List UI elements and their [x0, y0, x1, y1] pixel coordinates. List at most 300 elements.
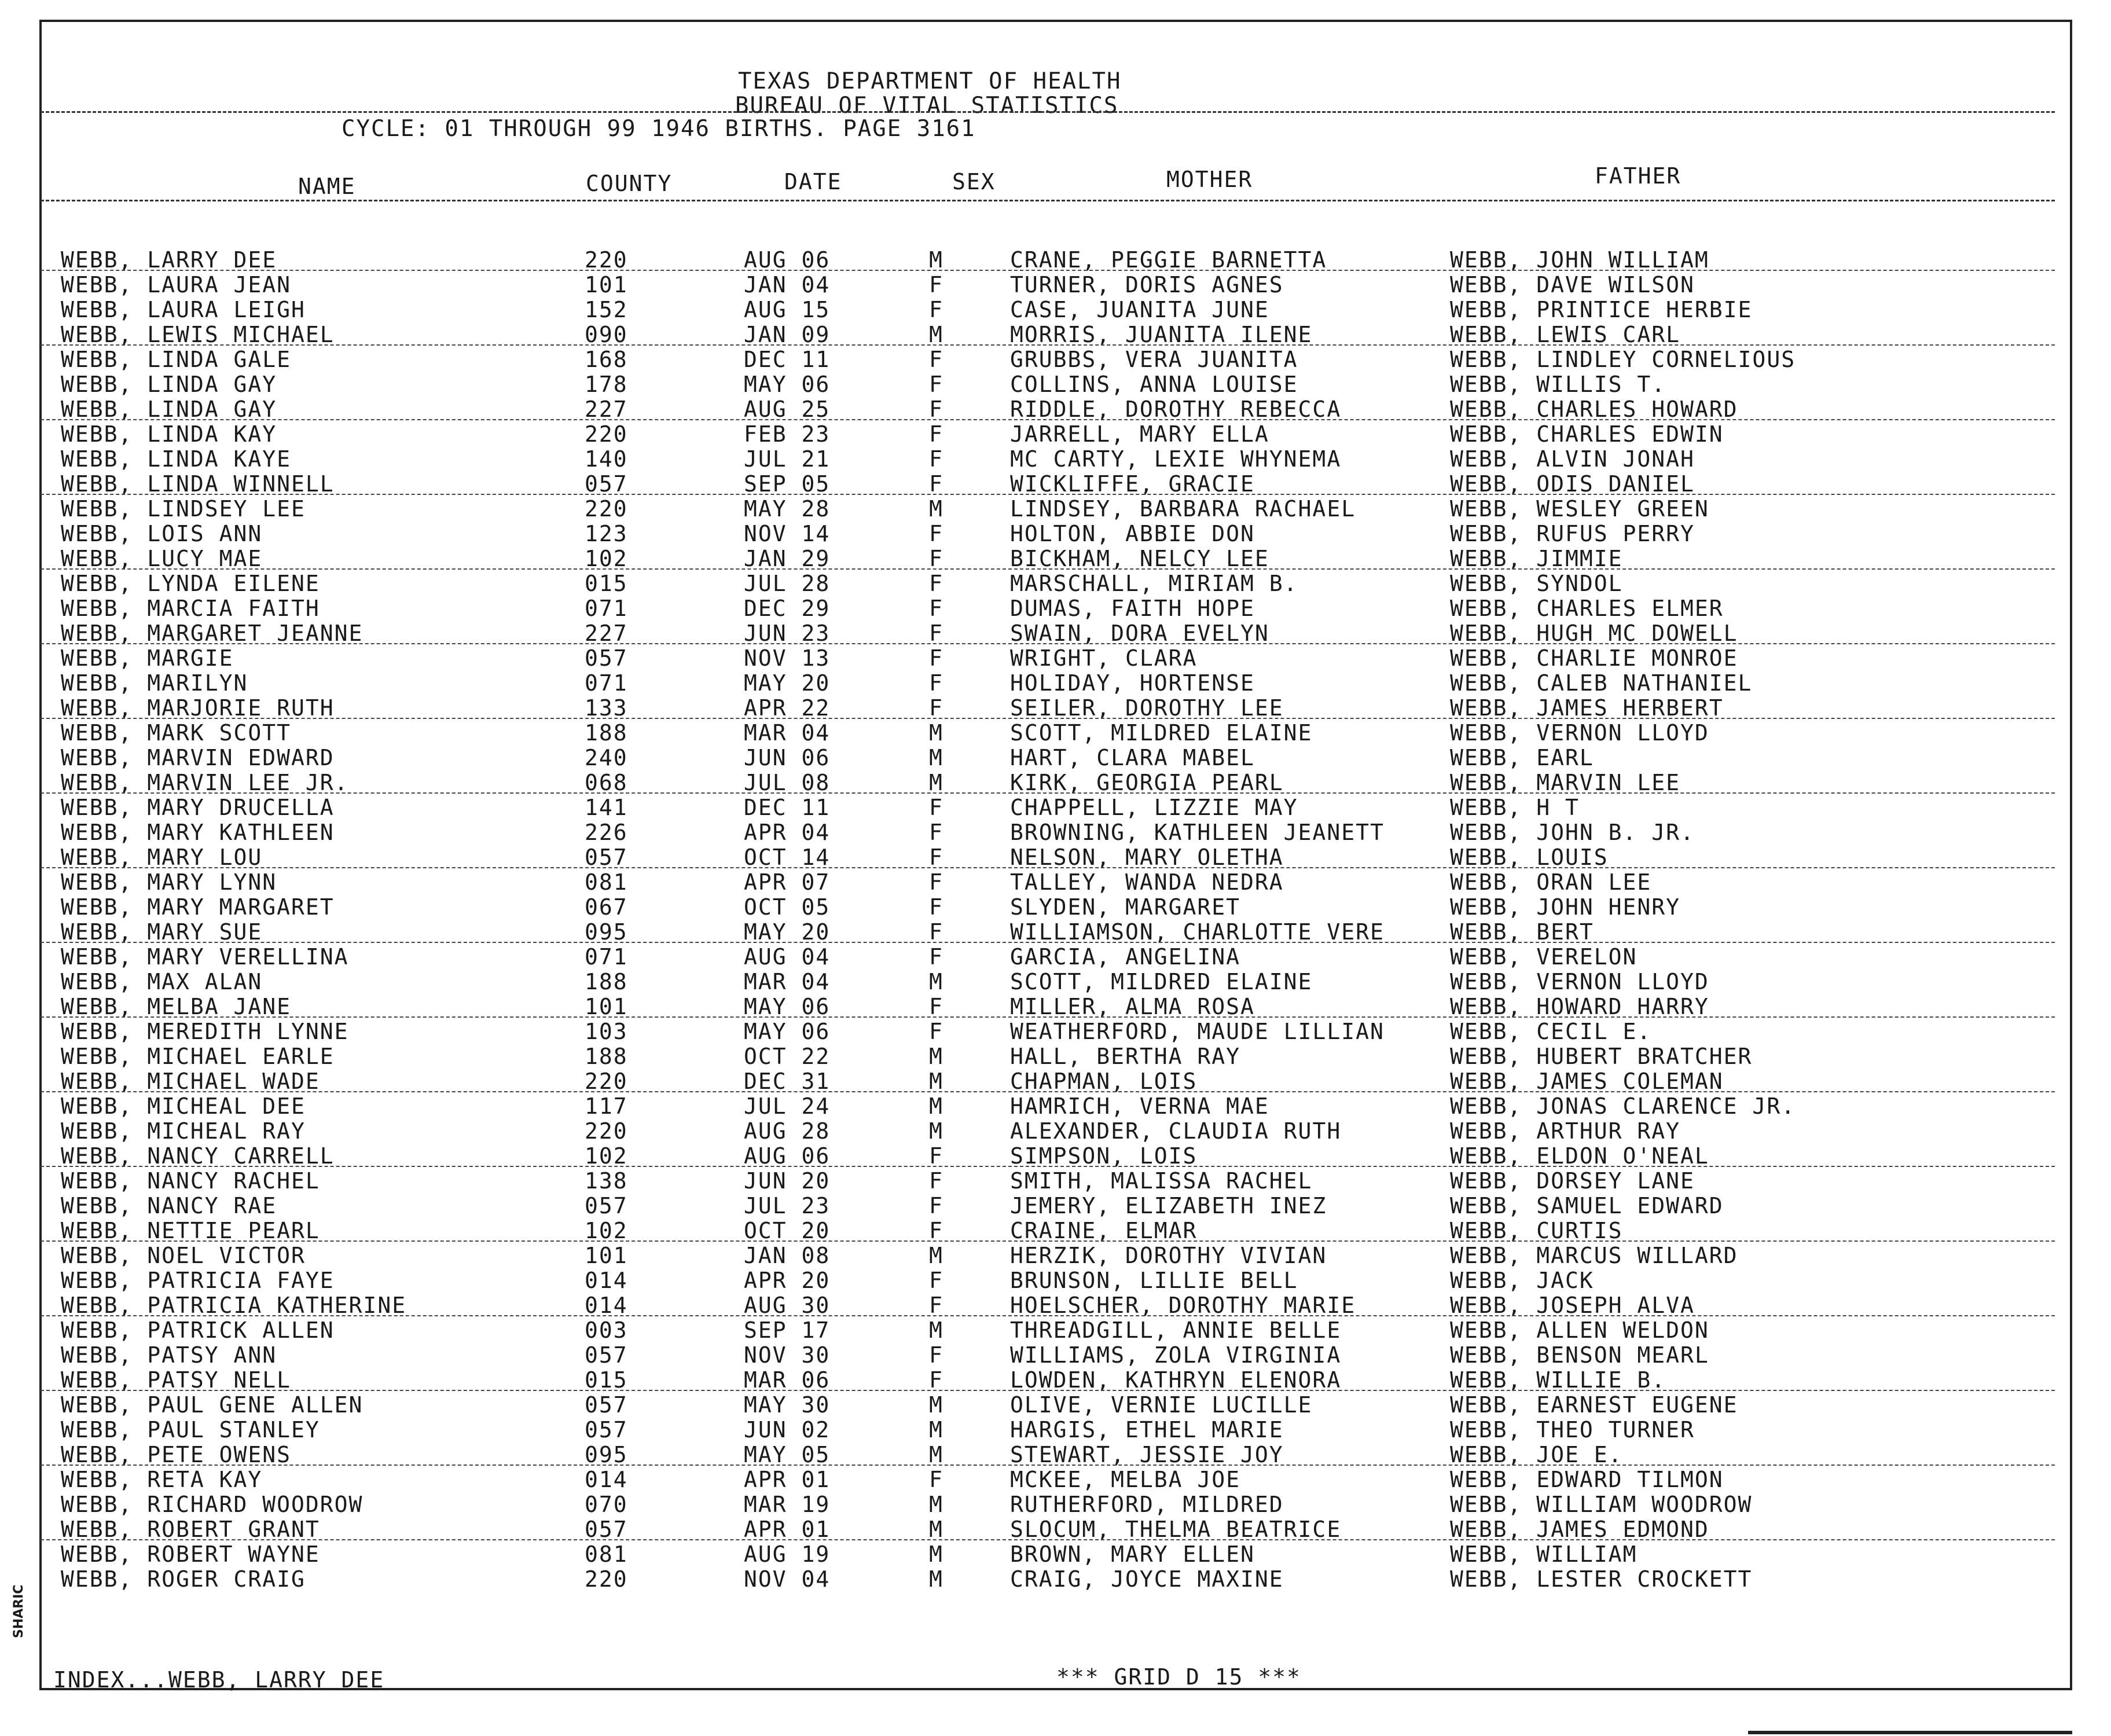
cell-mother: SLOCUM, THELMA BEATRICE: [1010, 1517, 1342, 1542]
cell-sex: M: [929, 720, 943, 746]
cell-county: 117: [585, 1093, 628, 1119]
cell-mother: SMITH, MALISSA RACHEL: [1010, 1168, 1313, 1194]
cell-sex: F: [929, 869, 943, 895]
cell-sex: F: [929, 1467, 943, 1492]
table-row: [0, 248, 2026, 273]
table-row: [0, 621, 2026, 646]
cell-sex: F: [929, 596, 943, 621]
form-rule: [41, 867, 2055, 868]
cell-county: 015: [585, 1367, 628, 1393]
table-row: [0, 372, 2026, 397]
table-row: [0, 1044, 2026, 1069]
cell-sex: M: [929, 1566, 943, 1592]
cell-name: WEBB, PETE OWENS: [61, 1442, 292, 1467]
cell-father: WEBB, WILLIE B.: [1450, 1367, 1666, 1393]
cell-father: WEBB, HUBERT BRATCHER: [1450, 1044, 1753, 1069]
form-rule: [41, 1315, 2055, 1316]
cell-name: WEBB, ROBERT GRANT: [61, 1517, 320, 1542]
cycle-line: CYCLE: 01 THROUGH 99 1946 BIRTHS. PAGE 3161: [342, 116, 976, 142]
cell-name: WEBB, ROBERT WAYNE: [61, 1542, 320, 1567]
cell-date: OCT 14: [744, 845, 831, 870]
cell-sex: F: [929, 1218, 943, 1243]
form-rule: [41, 1390, 2055, 1391]
cell-mother: BRUNSON, LILLIE BELL: [1010, 1268, 1298, 1293]
table-row: [0, 1368, 2026, 1393]
cell-date: APR 22: [744, 695, 831, 721]
cell-father: WEBB, CHARLIE MONROE: [1450, 645, 1738, 671]
cell-sex: M: [929, 1069, 943, 1094]
table-row: [0, 845, 2026, 870]
cell-county: 095: [585, 1442, 628, 1467]
column-header-divider: [41, 200, 2055, 201]
cell-county: 071: [585, 944, 628, 970]
cell-mother: CRAIG, JOYCE MAXINE: [1010, 1566, 1284, 1592]
cell-mother: MARSCHALL, MIRIAM B.: [1010, 571, 1298, 596]
cell-father: WEBB, WILLIAM: [1450, 1542, 1638, 1567]
cell-county: 003: [585, 1317, 628, 1343]
form-rule: [41, 344, 2055, 346]
cell-name: WEBB, MARVIN LEE JR.: [61, 770, 349, 795]
table-row: [0, 746, 2026, 770]
form-rule: [41, 643, 2055, 644]
table-row: [0, 945, 2026, 970]
cell-county: 220: [585, 1069, 628, 1094]
cell-date: MAY 30: [744, 1392, 831, 1418]
cell-date: MAY 28: [744, 496, 831, 522]
cell-county: 227: [585, 621, 628, 646]
cell-father: WEBB, LESTER CROCKETT: [1450, 1566, 1753, 1592]
cell-sex: F: [929, 1193, 943, 1218]
cell-sex: F: [929, 397, 943, 422]
cell-father: WEBB, JOE E.: [1450, 1442, 1623, 1467]
table-row: [0, 1542, 2026, 1567]
page-title: TEXAS DEPARTMENT OF HEALTH: [738, 68, 1122, 94]
cell-mother: WEATHERFORD, MAUDE LILLIAN: [1010, 1019, 1385, 1044]
cell-father: WEBB, VERELON: [1450, 944, 1638, 970]
cell-county: 057: [585, 471, 628, 497]
cell-county: 102: [585, 1143, 628, 1169]
cell-father: WEBB, DAVE WILSON: [1450, 272, 1695, 298]
cell-father: WEBB, MARVIN LEE: [1450, 770, 1681, 795]
cell-name: WEBB, LINDA KAY: [61, 421, 277, 447]
column-header-name: NAME: [298, 174, 356, 199]
cell-sex: M: [929, 496, 943, 522]
cell-father: WEBB, VERNON LLOYD: [1450, 720, 1709, 746]
cell-father: WEBB, JAMES HERBERT: [1450, 695, 1724, 721]
cell-date: NOV 13: [744, 645, 831, 671]
cell-county: 057: [585, 1342, 628, 1368]
table-row: [0, 273, 2026, 298]
table-row: [0, 770, 2026, 795]
cell-date: JUN 20: [744, 1168, 831, 1194]
form-rule: [41, 1539, 2055, 1540]
cell-county: 067: [585, 894, 628, 920]
cell-mother: JARRELL, MARY ELLA: [1010, 421, 1269, 447]
cell-county: 071: [585, 670, 628, 696]
cell-father: WEBB, CHARLES EDWIN: [1450, 421, 1724, 447]
form-rule: [41, 718, 2055, 719]
cell-name: WEBB, MARY LOU: [61, 845, 263, 870]
cell-mother: SEILER, DOROTHY LEE: [1010, 695, 1284, 721]
cell-date: AUG 06: [744, 247, 831, 273]
cell-county: 057: [585, 1517, 628, 1542]
form-rule: [41, 419, 2055, 420]
cell-name: WEBB, LINDA WINNELL: [61, 471, 335, 497]
cell-county: 220: [585, 421, 628, 447]
table-row: [0, 795, 2026, 820]
table-row: [0, 1418, 2026, 1443]
table-row: [0, 920, 2026, 945]
cell-mother: MORRIS, JUANITA ILENE: [1010, 322, 1313, 347]
cell-county: 014: [585, 1293, 628, 1318]
form-rule: [41, 792, 2055, 794]
cell-date: NOV 30: [744, 1342, 831, 1368]
cell-mother: HALL, BERTHA RAY: [1010, 1044, 1241, 1069]
cell-county: 068: [585, 770, 628, 795]
cell-father: WEBB, LEWIS CARL: [1450, 322, 1681, 347]
cell-county: 220: [585, 1118, 628, 1144]
table-row: [0, 1567, 2026, 1592]
table-row: [0, 1218, 2026, 1243]
cell-name: WEBB, PATSY NELL: [61, 1367, 292, 1393]
cell-date: JUL 24: [744, 1093, 831, 1119]
cell-mother: CHAPMAN, LOIS: [1010, 1069, 1198, 1094]
cell-date: DEC 31: [744, 1069, 831, 1094]
cell-sex: F: [929, 795, 943, 820]
cell-date: SEP 05: [744, 471, 831, 497]
cell-mother: TALLEY, WANDA NEDRA: [1010, 869, 1284, 895]
column-header-sex: SEX: [952, 169, 996, 194]
cell-mother: COLLINS, ANNA LOUISE: [1010, 372, 1298, 397]
cell-name: WEBB, LINDA GAY: [61, 372, 277, 397]
cell-county: 014: [585, 1268, 628, 1293]
cell-county: 057: [585, 845, 628, 870]
cell-name: WEBB, PATRICIA KATHERINE: [61, 1293, 407, 1318]
table-row: [0, 1293, 2026, 1318]
cell-sex: F: [929, 894, 943, 920]
cell-sex: F: [929, 670, 943, 696]
cell-sex: M: [929, 1392, 943, 1418]
cell-father: WEBB, LINDLEY CORNELIOUS: [1450, 347, 1796, 372]
cell-name: WEBB, MAX ALAN: [61, 969, 263, 994]
cell-mother: RIDDLE, DOROTHY REBECCA: [1010, 397, 1342, 422]
cell-name: WEBB, RICHARD WOODROW: [61, 1492, 364, 1517]
cell-mother: BROWN, MARY ELLEN: [1010, 1542, 1255, 1567]
cell-sex: M: [929, 1517, 943, 1542]
cell-date: DEC 11: [744, 347, 831, 372]
cell-name: WEBB, LAURA LEIGH: [61, 297, 306, 322]
cell-county: 081: [585, 1542, 628, 1567]
cell-name: WEBB, ROGER CRAIG: [61, 1566, 306, 1592]
cell-name: WEBB, PATRICIA FAYE: [61, 1268, 335, 1293]
cell-sex: M: [929, 1317, 943, 1343]
cell-sex: F: [929, 944, 943, 970]
cell-county: 220: [585, 496, 628, 522]
cell-sex: M: [929, 322, 943, 347]
form-rule: [41, 1091, 2055, 1092]
cell-county: 015: [585, 571, 628, 596]
cell-mother: HOLIDAY, HORTENSE: [1010, 670, 1255, 696]
cell-father: WEBB, HOWARD HARRY: [1450, 994, 1709, 1019]
cell-name: WEBB, MICHEAL RAY: [61, 1118, 306, 1144]
cell-sex: M: [929, 969, 943, 994]
table-row: [0, 546, 2026, 571]
cell-name: WEBB, MARVIN EDWARD: [61, 745, 335, 770]
cell-name: WEBB, MARK SCOTT: [61, 720, 292, 746]
cell-county: 178: [585, 372, 628, 397]
cell-mother: CHAPPELL, LIZZIE MAY: [1010, 795, 1298, 820]
cell-sex: M: [929, 1118, 943, 1144]
table-row: [0, 571, 2026, 596]
cell-mother: JEMERY, ELIZABETH INEZ: [1010, 1193, 1327, 1218]
column-header-county: COUNTY: [586, 171, 673, 196]
cell-father: WEBB, JOSEPH ALVA: [1450, 1293, 1695, 1318]
cell-father: WEBB, WILLIAM WOODROW: [1450, 1492, 1753, 1517]
cell-sex: F: [929, 1293, 943, 1318]
cell-name: WEBB, MELBA JANE: [61, 994, 292, 1019]
cell-name: WEBB, LAURA JEAN: [61, 272, 292, 298]
cell-father: WEBB, VERNON LLOYD: [1450, 969, 1709, 994]
cell-date: JUL 23: [744, 1193, 831, 1218]
cell-name: WEBB, LINDA GAY: [61, 397, 277, 422]
cell-father: WEBB, CECIL E.: [1450, 1019, 1652, 1044]
cell-date: JAN 08: [744, 1243, 831, 1268]
table-row: [0, 422, 2026, 447]
cell-mother: HOLTON, ABBIE DON: [1010, 521, 1255, 546]
table-row: [0, 1467, 2026, 1492]
cell-county: 188: [585, 720, 628, 746]
cell-county: 057: [585, 1392, 628, 1418]
table-row: [0, 1019, 2026, 1044]
cell-date: AUG 15: [744, 297, 831, 322]
cell-mother: TURNER, DORIS AGNES: [1010, 272, 1284, 298]
cell-date: JAN 29: [744, 546, 831, 571]
cell-sex: F: [929, 272, 943, 298]
cell-date: OCT 20: [744, 1218, 831, 1243]
cell-date: MAY 20: [744, 919, 831, 945]
cell-father: WEBB, ARTHUR RAY: [1450, 1118, 1681, 1144]
cell-name: WEBB, MARY LYNN: [61, 869, 277, 895]
cell-father: WEBB, MARCUS WILLARD: [1450, 1243, 1738, 1268]
table-row: [0, 1517, 2026, 1542]
cell-mother: WILLIAMSON, CHARLOTTE VERE: [1010, 919, 1385, 945]
cell-date: AUG 04: [744, 944, 831, 970]
cell-county: 140: [585, 446, 628, 472]
cell-mother: HOELSCHER, DOROTHY MARIE: [1010, 1293, 1356, 1318]
cell-county: 071: [585, 596, 628, 621]
cell-father: WEBB, EDWARD TILMON: [1450, 1467, 1724, 1492]
cell-date: AUG 30: [744, 1293, 831, 1318]
table-row: [0, 970, 2026, 994]
cell-name: WEBB, LINDA KAYE: [61, 446, 292, 472]
cell-father: WEBB, JOHN B. JR.: [1450, 820, 1695, 845]
cell-mother: GRUBBS, VERA JUANITA: [1010, 347, 1298, 372]
cell-date: APR 04: [744, 820, 831, 845]
cell-father: WEBB, CHARLES ELMER: [1450, 596, 1724, 621]
cell-sex: F: [929, 297, 943, 322]
cell-name: WEBB, PAUL STANLEY: [61, 1417, 320, 1443]
cell-sex: F: [929, 1367, 943, 1393]
cell-county: 103: [585, 1019, 628, 1044]
cell-county: 141: [585, 795, 628, 820]
cell-sex: F: [929, 1019, 943, 1044]
cell-county: 188: [585, 969, 628, 994]
table-row: [0, 1194, 2026, 1218]
cell-name: WEBB, NOEL VICTOR: [61, 1243, 306, 1268]
cell-date: MAR 04: [744, 720, 831, 746]
cell-mother: OLIVE, VERNIE LUCILLE: [1010, 1392, 1313, 1418]
cell-mother: HAMRICH, VERNA MAE: [1010, 1093, 1269, 1119]
cell-name: WEBB, PAUL GENE ALLEN: [61, 1392, 364, 1418]
table-row: [0, 1243, 2026, 1268]
cell-mother: HERZIK, DOROTHY VIVIAN: [1010, 1243, 1327, 1268]
cell-father: WEBB, RUFUS PERRY: [1450, 521, 1695, 546]
table-row: [0, 1119, 2026, 1144]
cell-name: WEBB, PATRICK ALLEN: [61, 1317, 335, 1343]
cell-sex: F: [929, 845, 943, 870]
cell-date: OCT 22: [744, 1044, 831, 1069]
cell-county: 101: [585, 994, 628, 1019]
cell-date: JUN 23: [744, 621, 831, 646]
cell-name: WEBB, LARRY DEE: [61, 247, 277, 273]
cell-name: WEBB, MARCIA FAITH: [61, 596, 320, 621]
cell-mother: CRAINE, ELMAR: [1010, 1218, 1198, 1243]
cell-sex: M: [929, 745, 943, 770]
form-rule: [41, 1240, 2055, 1242]
cell-county: 220: [585, 247, 628, 273]
cell-mother: WICKLIFFE, GRACIE: [1010, 471, 1255, 497]
cell-county: 070: [585, 1492, 628, 1517]
table-row: [0, 347, 2026, 372]
cell-father: WEBB, JACK: [1450, 1268, 1594, 1293]
cell-sex: F: [929, 645, 943, 671]
cell-date: MAY 20: [744, 670, 831, 696]
cell-name: WEBB, MARILYN: [61, 670, 248, 696]
cell-name: WEBB, NETTIE PEARL: [61, 1218, 320, 1243]
cell-date: FEB 23: [744, 421, 831, 447]
cell-sex: M: [929, 1044, 943, 1069]
cell-date: MAY 06: [744, 1019, 831, 1044]
cell-county: 081: [585, 869, 628, 895]
cell-sex: F: [929, 421, 943, 447]
cell-county: 101: [585, 1243, 628, 1268]
cell-sex: F: [929, 372, 943, 397]
cell-county: 138: [585, 1168, 628, 1194]
cell-sex: M: [929, 1243, 943, 1268]
cell-sex: M: [929, 1492, 943, 1517]
table-row: [0, 820, 2026, 845]
cell-father: WEBB, HUGH MC DOWELL: [1450, 621, 1738, 646]
cell-mother: SLYDEN, MARGARET: [1010, 894, 1241, 920]
cell-county: 226: [585, 820, 628, 845]
cell-date: NOV 04: [744, 1566, 831, 1592]
cell-mother: ALEXANDER, CLAUDIA RUTH: [1010, 1118, 1342, 1144]
cell-father: WEBB, JOHN HENRY: [1450, 894, 1681, 920]
cell-name: WEBB, LEWIS MICHAEL: [61, 322, 335, 347]
table-row: [0, 895, 2026, 920]
cell-mother: BROWNING, KATHLEEN JEANETT: [1010, 820, 1385, 845]
cell-date: MAR 06: [744, 1367, 831, 1393]
cell-mother: MC CARTY, LEXIE WHYNEMA: [1010, 446, 1342, 472]
index-label: INDEX...WEBB, LARRY DEE: [53, 1667, 385, 1693]
cell-father: WEBB, SYNDOL: [1450, 571, 1623, 596]
cell-date: JAN 09: [744, 322, 831, 347]
cell-father: WEBB, THEO TURNER: [1450, 1417, 1695, 1443]
cell-mother: WILLIAMS, ZOLA VIRGINIA: [1010, 1342, 1342, 1368]
cell-father: WEBB, JOHN WILLIAM: [1450, 247, 1709, 273]
cell-mother: LINDSEY, BARBARA RACHAEL: [1010, 496, 1356, 522]
table-row: [0, 1393, 2026, 1418]
cell-name: WEBB, LUCY MAE: [61, 546, 263, 571]
cell-county: 152: [585, 297, 628, 322]
cell-date: AUG 06: [744, 1143, 831, 1169]
cell-name: WEBB, MARY VERELLINA: [61, 944, 349, 970]
cell-mother: SCOTT, MILDRED ELAINE: [1010, 720, 1313, 746]
cell-mother: NELSON, MARY OLETHA: [1010, 845, 1284, 870]
table-row: [0, 447, 2026, 472]
cell-sex: M: [929, 1442, 943, 1467]
cell-father: WEBB, CALEB NATHANIEL: [1450, 670, 1753, 696]
cell-mother: SWAIN, DORA EVELYN: [1010, 621, 1269, 646]
cell-date: AUG 19: [744, 1542, 831, 1567]
cell-sex: M: [929, 1417, 943, 1443]
table-row: [0, 696, 2026, 721]
cell-father: WEBB, ALLEN WELDON: [1450, 1317, 1709, 1343]
table-row: [0, 1268, 2026, 1293]
cell-date: SEP 17: [744, 1317, 831, 1343]
table-row: [0, 596, 2026, 621]
cell-date: AUG 25: [744, 397, 831, 422]
cell-sex: M: [929, 1542, 943, 1567]
cell-father: WEBB, DORSEY LANE: [1450, 1168, 1695, 1194]
cell-sex: F: [929, 919, 943, 945]
cell-date: APR 01: [744, 1467, 831, 1492]
cell-date: OCT 05: [744, 894, 831, 920]
cell-mother: CRANE, PEGGIE BARNETTA: [1010, 247, 1327, 273]
cell-date: JUN 06: [744, 745, 831, 770]
side-note: SHARIC: [12, 1584, 26, 1638]
cell-father: WEBB, ORAN LEE: [1450, 869, 1652, 895]
cell-date: NOV 14: [744, 521, 831, 546]
cell-mother: BICKHAM, NELCY LEE: [1010, 546, 1269, 571]
cell-county: 123: [585, 521, 628, 546]
cell-name: WEBB, NANCY RAE: [61, 1193, 277, 1218]
cell-mother: WRIGHT, CLARA: [1010, 645, 1198, 671]
cell-name: WEBB, MARGIE: [61, 645, 234, 671]
cell-date: APR 07: [744, 869, 831, 895]
form-rule: [41, 1166, 2055, 1167]
cell-date: MAR 04: [744, 969, 831, 994]
cell-county: 102: [585, 546, 628, 571]
cell-father: WEBB, JIMMIE: [1450, 546, 1623, 571]
cell-sex: F: [929, 1268, 943, 1293]
cell-county: 102: [585, 1218, 628, 1243]
cell-date: APR 01: [744, 1517, 831, 1542]
cell-name: WEBB, MICHEAL DEE: [61, 1093, 306, 1119]
cell-date: JUL 21: [744, 446, 831, 472]
cell-name: WEBB, LYNDA EILENE: [61, 571, 320, 596]
cell-date: MAY 05: [744, 1442, 831, 1467]
cell-father: WEBB, JONAS CLARENCE JR.: [1450, 1093, 1796, 1119]
cell-name: WEBB, MARY KATHLEEN: [61, 820, 335, 845]
cell-county: 188: [585, 1044, 628, 1069]
cell-father: WEBB, H T: [1450, 795, 1580, 820]
cell-mother: MILLER, ALMA ROSA: [1010, 994, 1255, 1019]
form-rule: [41, 1016, 2055, 1018]
cell-mother: RUTHERFORD, MILDRED: [1010, 1492, 1284, 1517]
cell-name: WEBB, NANCY CARRELL: [61, 1143, 335, 1169]
cell-sex: F: [929, 347, 943, 372]
